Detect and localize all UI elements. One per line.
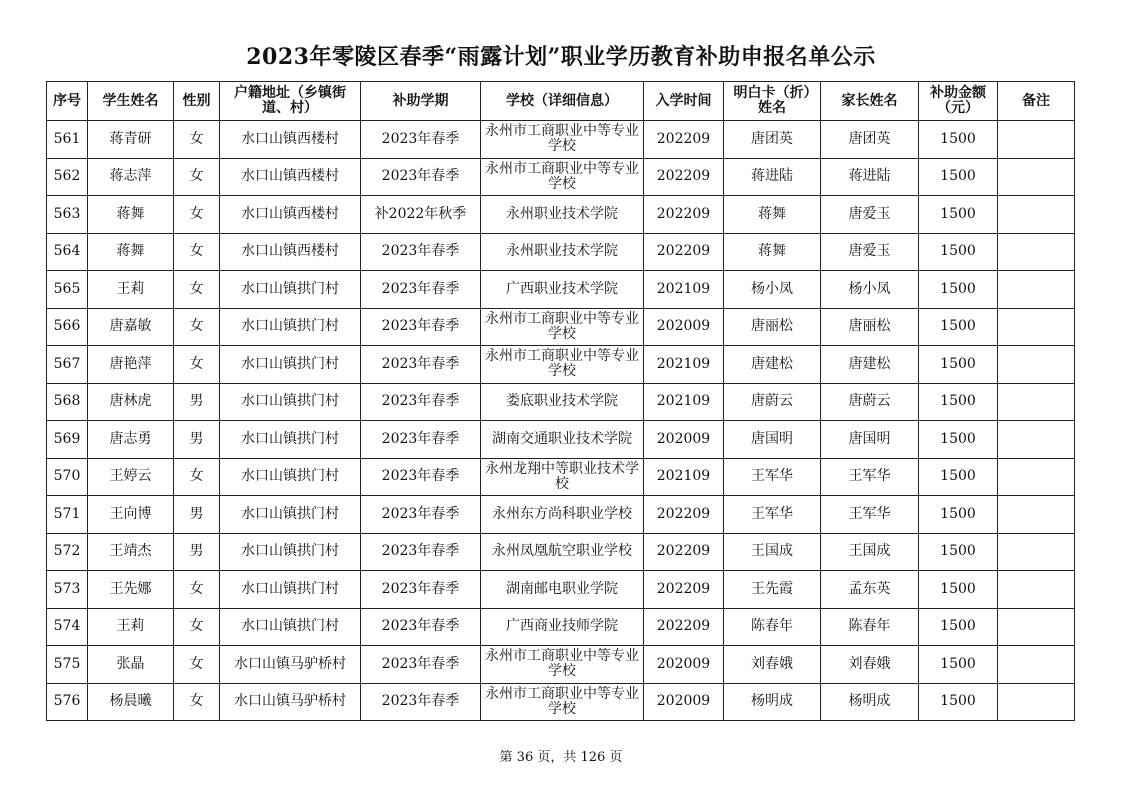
cell-index: 575 <box>47 646 88 684</box>
cell-term: 2023年春季 <box>361 121 481 159</box>
cell-student-name: 王向博 <box>88 496 174 534</box>
cell-gender: 女 <box>174 158 220 196</box>
cell-student-name: 蒋舞 <box>88 196 174 234</box>
cell-parent-name: 孟东英 <box>821 571 919 609</box>
cell-remarks <box>998 646 1075 684</box>
cell-index: 569 <box>47 421 88 459</box>
cell-parent-name: 王军华 <box>821 496 919 534</box>
page-title: 2023年零陵区春季“雨露计划”职业学历教育补助申报名单公示 <box>246 44 876 70</box>
cell-address: 水口山镇西楼村 <box>220 121 361 159</box>
cell-index: 567 <box>47 346 88 384</box>
cell-gender: 女 <box>174 683 220 721</box>
cell-amount: 1500 <box>919 533 998 571</box>
table-row <box>47 421 1075 459</box>
cell-gender: 女 <box>174 571 220 609</box>
cell-address: 水口山镇马驴桥村 <box>220 683 361 721</box>
cell-remarks <box>998 458 1075 496</box>
cell-gender: 女 <box>174 458 220 496</box>
header-remarks: 备注 <box>998 82 1075 121</box>
cell-card-name: 蒋舞 <box>724 233 821 271</box>
cell-address: 水口山镇拱门村 <box>220 458 361 496</box>
cell-school: 娄底职业技术学院 <box>481 383 644 421</box>
header-school: 学校（详细信息） <box>481 82 644 121</box>
table-body <box>47 121 1075 721</box>
cell-address: 水口山镇拱门村 <box>220 383 361 421</box>
cell-remarks <box>998 571 1075 609</box>
cell-student-name: 唐嘉敏 <box>88 308 174 346</box>
header-term: 补助学期 <box>361 82 481 121</box>
cell-card-name: 蒋舞 <box>724 196 821 234</box>
cell-enroll-date: 202209 <box>644 196 724 234</box>
cell-school: 永州龙翔中等职业技术学校 <box>481 458 644 496</box>
table-row <box>47 158 1075 196</box>
cell-address: 水口山镇拱门村 <box>220 571 361 609</box>
cell-gender: 男 <box>174 421 220 459</box>
cell-index: 564 <box>47 233 88 271</box>
cell-amount: 1500 <box>919 271 998 309</box>
cell-school: 永州职业技术学院 <box>481 233 644 271</box>
cell-term: 2023年春季 <box>361 571 481 609</box>
cell-gender: 女 <box>174 233 220 271</box>
cell-parent-name: 杨明成 <box>821 683 919 721</box>
cell-remarks <box>998 196 1075 234</box>
cell-parent-name: 唐建松 <box>821 346 919 384</box>
cell-amount: 1500 <box>919 571 998 609</box>
cell-school: 永州职业技术学院 <box>481 196 644 234</box>
table-row <box>47 271 1075 309</box>
cell-card-name: 唐蔚云 <box>724 383 821 421</box>
cell-parent-name: 陈春年 <box>821 608 919 646</box>
cell-index: 562 <box>47 158 88 196</box>
cell-index: 576 <box>47 683 88 721</box>
cell-card-name: 杨明成 <box>724 683 821 721</box>
cell-term: 2023年春季 <box>361 233 481 271</box>
header-enroll-date: 入学时间 <box>644 82 724 121</box>
cell-card-name: 杨小凤 <box>724 271 821 309</box>
cell-school: 永州市工商职业中等专业学校 <box>481 346 644 384</box>
cell-index: 566 <box>47 308 88 346</box>
cell-enroll-date: 202109 <box>644 383 724 421</box>
cell-school: 湖南邮电职业学院 <box>481 571 644 609</box>
cell-index: 561 <box>47 121 88 159</box>
cell-term: 2023年春季 <box>361 683 481 721</box>
cell-term: 2023年春季 <box>361 496 481 534</box>
cell-amount: 1500 <box>919 233 998 271</box>
cell-term: 2023年春季 <box>361 271 481 309</box>
cell-gender: 女 <box>174 608 220 646</box>
cell-index: 563 <box>47 196 88 234</box>
cell-term: 2023年春季 <box>361 383 481 421</box>
cell-parent-name: 蒋进陆 <box>821 158 919 196</box>
cell-parent-name: 唐团英 <box>821 121 919 159</box>
cell-gender: 男 <box>174 383 220 421</box>
cell-term: 2023年春季 <box>361 646 481 684</box>
cell-term: 2023年春季 <box>361 308 481 346</box>
cell-remarks <box>998 533 1075 571</box>
cell-student-name: 蒋青研 <box>88 121 174 159</box>
cell-remarks <box>998 346 1075 384</box>
cell-parent-name: 刘春娥 <box>821 646 919 684</box>
cell-student-name: 王婷云 <box>88 458 174 496</box>
cell-index: 572 <box>47 533 88 571</box>
cell-card-name: 刘春娥 <box>724 646 821 684</box>
cell-address: 水口山镇马驴桥村 <box>220 646 361 684</box>
cell-amount: 1500 <box>919 308 998 346</box>
cell-address: 水口山镇拱门村 <box>220 346 361 384</box>
table-row <box>47 571 1075 609</box>
cell-enroll-date: 202209 <box>644 571 724 609</box>
cell-parent-name: 杨小凤 <box>821 271 919 309</box>
cell-enroll-date: 202009 <box>644 308 724 346</box>
cell-remarks <box>998 608 1075 646</box>
header-card-name: 明白卡（折）姓名 <box>724 82 821 121</box>
cell-address: 水口山镇拱门村 <box>220 308 361 346</box>
cell-gender: 女 <box>174 308 220 346</box>
cell-school: 永州市工商职业中等专业学校 <box>481 308 644 346</box>
cell-student-name: 唐艳萍 <box>88 346 174 384</box>
cell-card-name: 唐建松 <box>724 346 821 384</box>
header-amount: 补助金额（元） <box>919 82 998 121</box>
cell-amount: 1500 <box>919 683 998 721</box>
cell-school: 广西商业技师学院 <box>481 608 644 646</box>
cell-term: 2023年春季 <box>361 346 481 384</box>
table-row <box>47 308 1075 346</box>
cell-parent-name: 唐爱玉 <box>821 196 919 234</box>
cell-amount: 1500 <box>919 383 998 421</box>
cell-gender: 女 <box>174 346 220 384</box>
cell-address: 水口山镇西楼村 <box>220 196 361 234</box>
cell-remarks <box>998 308 1075 346</box>
cell-enroll-date: 202109 <box>644 458 724 496</box>
header-student-name: 学生姓名 <box>88 82 174 121</box>
cell-student-name: 王靖杰 <box>88 533 174 571</box>
cell-parent-name: 唐国明 <box>821 421 919 459</box>
cell-card-name: 唐国明 <box>724 421 821 459</box>
cell-card-name: 唐丽松 <box>724 308 821 346</box>
cell-enroll-date: 202209 <box>644 158 724 196</box>
cell-card-name: 蒋进陆 <box>724 158 821 196</box>
cell-enroll-date: 202009 <box>644 646 724 684</box>
cell-enroll-date: 202209 <box>644 608 724 646</box>
cell-enroll-date: 202109 <box>644 271 724 309</box>
cell-school: 广西职业技术学院 <box>481 271 644 309</box>
cell-enroll-date: 202209 <box>644 233 724 271</box>
cell-index: 565 <box>47 271 88 309</box>
cell-amount: 1500 <box>919 121 998 159</box>
table-header-row <box>47 82 1075 121</box>
cell-student-name: 唐志勇 <box>88 421 174 459</box>
table-row <box>47 196 1075 234</box>
cell-address: 水口山镇拱门村 <box>220 533 361 571</box>
cell-student-name: 王莉 <box>88 608 174 646</box>
cell-amount: 1500 <box>919 646 998 684</box>
cell-term: 2023年春季 <box>361 533 481 571</box>
cell-term: 2023年春季 <box>361 608 481 646</box>
cell-index: 570 <box>47 458 88 496</box>
cell-gender: 女 <box>174 646 220 684</box>
cell-school: 永州市工商职业中等专业学校 <box>481 121 644 159</box>
cell-remarks <box>998 158 1075 196</box>
cell-student-name: 杨晨曦 <box>88 683 174 721</box>
cell-amount: 1500 <box>919 346 998 384</box>
cell-enroll-date: 202009 <box>644 421 724 459</box>
table-row <box>47 646 1075 684</box>
cell-student-name: 蒋志萍 <box>88 158 174 196</box>
table-row <box>47 233 1075 271</box>
cell-enroll-date: 202109 <box>644 346 724 384</box>
cell-parent-name: 唐丽松 <box>821 308 919 346</box>
cell-school: 永州市工商职业中等专业学校 <box>481 683 644 721</box>
cell-school: 湖南交通职业技术学院 <box>481 421 644 459</box>
cell-term: 2023年春季 <box>361 158 481 196</box>
cell-parent-name: 唐蔚云 <box>821 383 919 421</box>
cell-amount: 1500 <box>919 158 998 196</box>
table-row <box>47 383 1075 421</box>
cell-remarks <box>998 121 1075 159</box>
cell-enroll-date: 202209 <box>644 121 724 159</box>
cell-index: 574 <box>47 608 88 646</box>
table-row <box>47 496 1075 534</box>
cell-address: 水口山镇拱门村 <box>220 421 361 459</box>
cell-gender: 女 <box>174 196 220 234</box>
header-index: 序号 <box>47 82 88 121</box>
cell-student-name: 王先娜 <box>88 571 174 609</box>
cell-amount: 1500 <box>919 608 998 646</box>
cell-school: 永州凤凰航空职业学校 <box>481 533 644 571</box>
cell-address: 水口山镇拱门村 <box>220 271 361 309</box>
cell-card-name: 王军华 <box>724 458 821 496</box>
cell-amount: 1500 <box>919 421 998 459</box>
cell-index: 568 <box>47 383 88 421</box>
table-row <box>47 608 1075 646</box>
cell-student-name: 张晶 <box>88 646 174 684</box>
cell-card-name: 唐团英 <box>724 121 821 159</box>
cell-enroll-date: 202009 <box>644 683 724 721</box>
cell-term: 补2022年秋季 <box>361 196 481 234</box>
cell-school: 永州市工商职业中等专业学校 <box>481 158 644 196</box>
table-row <box>47 533 1075 571</box>
cell-parent-name: 唐爱玉 <box>821 233 919 271</box>
cell-student-name: 唐林虎 <box>88 383 174 421</box>
cell-amount: 1500 <box>919 196 998 234</box>
cell-card-name: 王军华 <box>724 496 821 534</box>
table-row <box>47 121 1075 159</box>
cell-student-name: 王莉 <box>88 271 174 309</box>
cell-enroll-date: 202209 <box>644 496 724 534</box>
header-gender: 性别 <box>174 82 220 121</box>
header-parent-name: 家长姓名 <box>821 82 919 121</box>
cell-card-name: 王国成 <box>724 533 821 571</box>
cell-remarks <box>998 233 1075 271</box>
cell-card-name: 王先霞 <box>724 571 821 609</box>
cell-parent-name: 王军华 <box>821 458 919 496</box>
cell-gender: 女 <box>174 271 220 309</box>
cell-enroll-date: 202209 <box>644 533 724 571</box>
cell-term: 2023年春季 <box>361 421 481 459</box>
cell-amount: 1500 <box>919 458 998 496</box>
cell-remarks <box>998 683 1075 721</box>
cell-gender: 男 <box>174 496 220 534</box>
cell-remarks <box>998 496 1075 534</box>
cell-gender: 女 <box>174 121 220 159</box>
cell-gender: 男 <box>174 533 220 571</box>
cell-address: 水口山镇拱门村 <box>220 496 361 534</box>
cell-card-name: 陈春年 <box>724 608 821 646</box>
cell-index: 571 <box>47 496 88 534</box>
cell-index: 573 <box>47 571 88 609</box>
page-footer: 第 36 页，共 126 页 <box>499 750 623 765</box>
header-address: 户籍地址（乡镇街道、村） <box>220 82 361 121</box>
cell-amount: 1500 <box>919 496 998 534</box>
cell-term: 2023年春季 <box>361 458 481 496</box>
cell-address: 水口山镇拱门村 <box>220 608 361 646</box>
table-row <box>47 683 1075 721</box>
table-row <box>47 458 1075 496</box>
cell-address: 水口山镇西楼村 <box>220 158 361 196</box>
cell-student-name: 蒋舞 <box>88 233 174 271</box>
cell-remarks <box>998 271 1075 309</box>
cell-school: 永州东方尚科职业学校 <box>481 496 644 534</box>
cell-parent-name: 王国成 <box>821 533 919 571</box>
table-row <box>47 346 1075 384</box>
beneficiary-table <box>46 81 1075 721</box>
cell-address: 水口山镇西楼村 <box>220 233 361 271</box>
cell-remarks <box>998 383 1075 421</box>
cell-remarks <box>998 421 1075 459</box>
cell-school: 永州市工商职业中等专业学校 <box>481 646 644 684</box>
